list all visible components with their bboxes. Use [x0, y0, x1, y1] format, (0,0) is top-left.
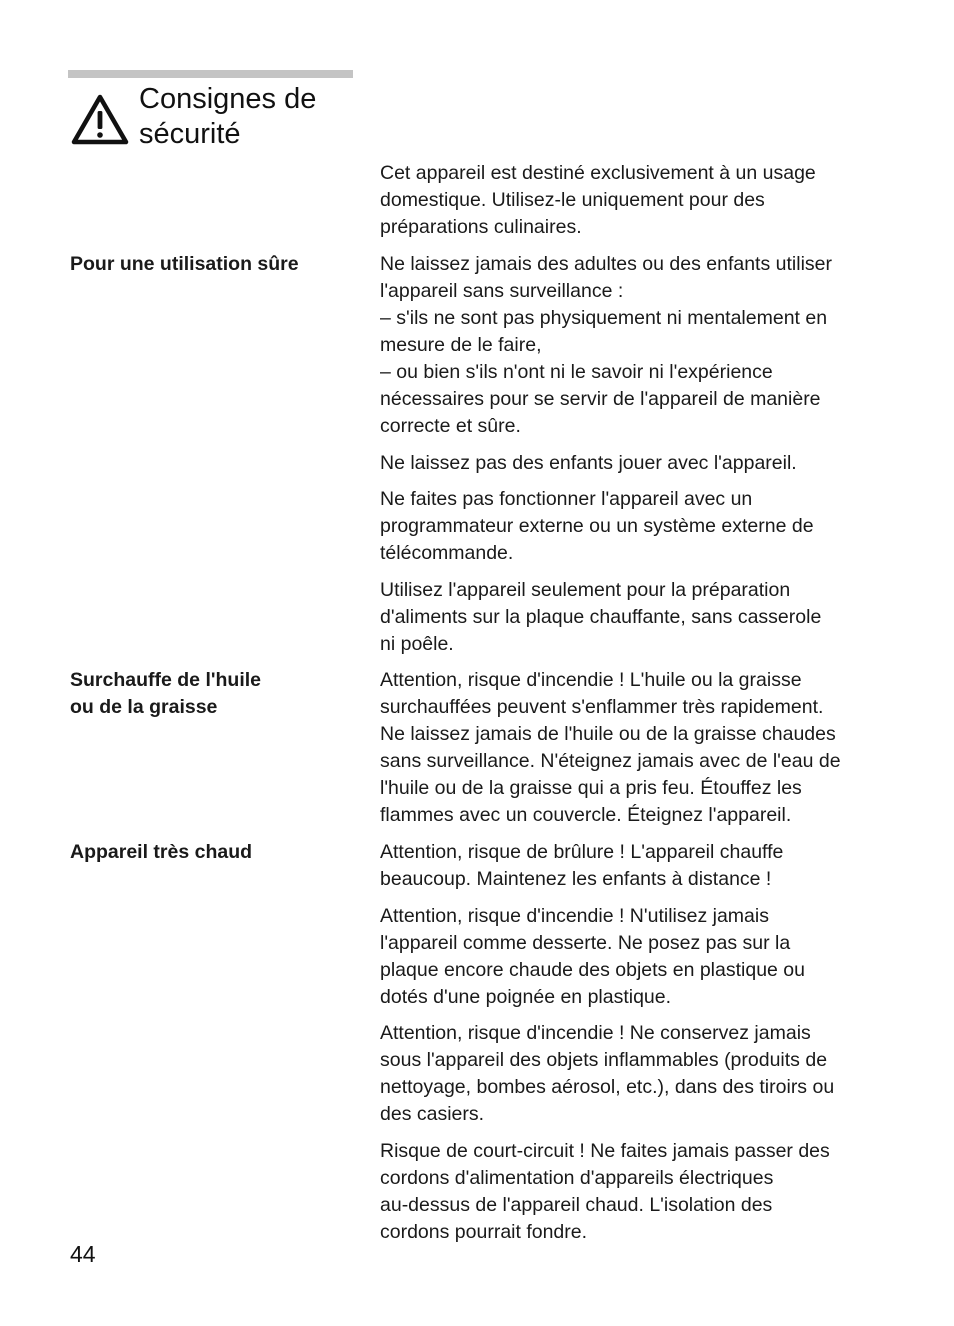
- header-rule: [68, 70, 353, 78]
- warning-triangle-icon: [70, 93, 130, 147]
- oil-overheat-paragraph: Attention, risque d'incendie ! L'huile ou la graisse surchauffées peuvent s'enflammer très rapidement. Ne laissez jamais de l'huile ou de la graisse chaudes sans surveillance. N'éteignez jamais avec de l'eau de l'huile ou de la graisse qui a pris feu. Étouffez les flammes avec un couvercle. Éteignez l'appareil.: [380, 669, 841, 826]
- page-title: Consignes de sécurité: [139, 83, 317, 150]
- section-label-oil-overheat: Surchauffe de l'huile ou de la graisse: [70, 669, 262, 718]
- timer-paragraph: Ne faites pas fonctionner l'appareil avec un programmateur externe ou un système externe de télécommande.: [380, 488, 814, 564]
- burn-risk-paragraph: Attention, risque de brûlure ! L'appareil chauffe beaucoup. Maintenez les enfants à distance !: [380, 841, 784, 890]
- flammable-storage-paragraph: Attention, risque d'incendie ! Ne conservez jamais sous l'appareil des objets inflammables (produits de nettoyage, bombes aérosol, etc.), dans des tiroirs ou des casiers.: [380, 1022, 835, 1125]
- usage-paragraph: Utilisez l'appareil seulement pour la préparation d'aliments sur la plaque chauffante, sans casserole ni poêle.: [380, 579, 822, 655]
- section-label-hot-device: Appareil très chaud: [70, 841, 253, 863]
- intro-paragraph: Cet appareil est destiné exclusivement à un usage domestique. Utilisez-le uniquement pour des préparations culinaires.: [380, 162, 816, 238]
- page-number: 44: [70, 1241, 96, 1267]
- section-label-safe-use: Pour une utilisation sûre: [70, 253, 299, 275]
- children-paragraph: Ne laissez pas des enfants jouer avec l'appareil.: [380, 452, 797, 474]
- short-circuit-paragraph: Risque de court-circuit ! Ne faites jamais passer des cordons d'alimentation d'appareils électriques au-dessus de l'appareil chaud. L'isolation des cordons pourrait fondre.: [380, 1140, 830, 1243]
- serving-surface-paragraph: Attention, risque d'incendie ! N'utilisez jamais l'appareil comme desserte. Ne posez pas sur la plaque encore chaude des objets en plastique ou dotés d'une poignée en plastique.: [380, 905, 805, 1008]
- safe-use-paragraph: Ne laissez jamais des adultes ou des enfants utiliser l'appareil sans surveillance : – s'ils ne sont pas physiquement ni mentalement en mesure de le faire, – ou bien s'ils n'ont ni le savoir ni l'expérience nécessaires pour se servir de l'appareil de manière correcte et sûre.: [380, 253, 832, 437]
